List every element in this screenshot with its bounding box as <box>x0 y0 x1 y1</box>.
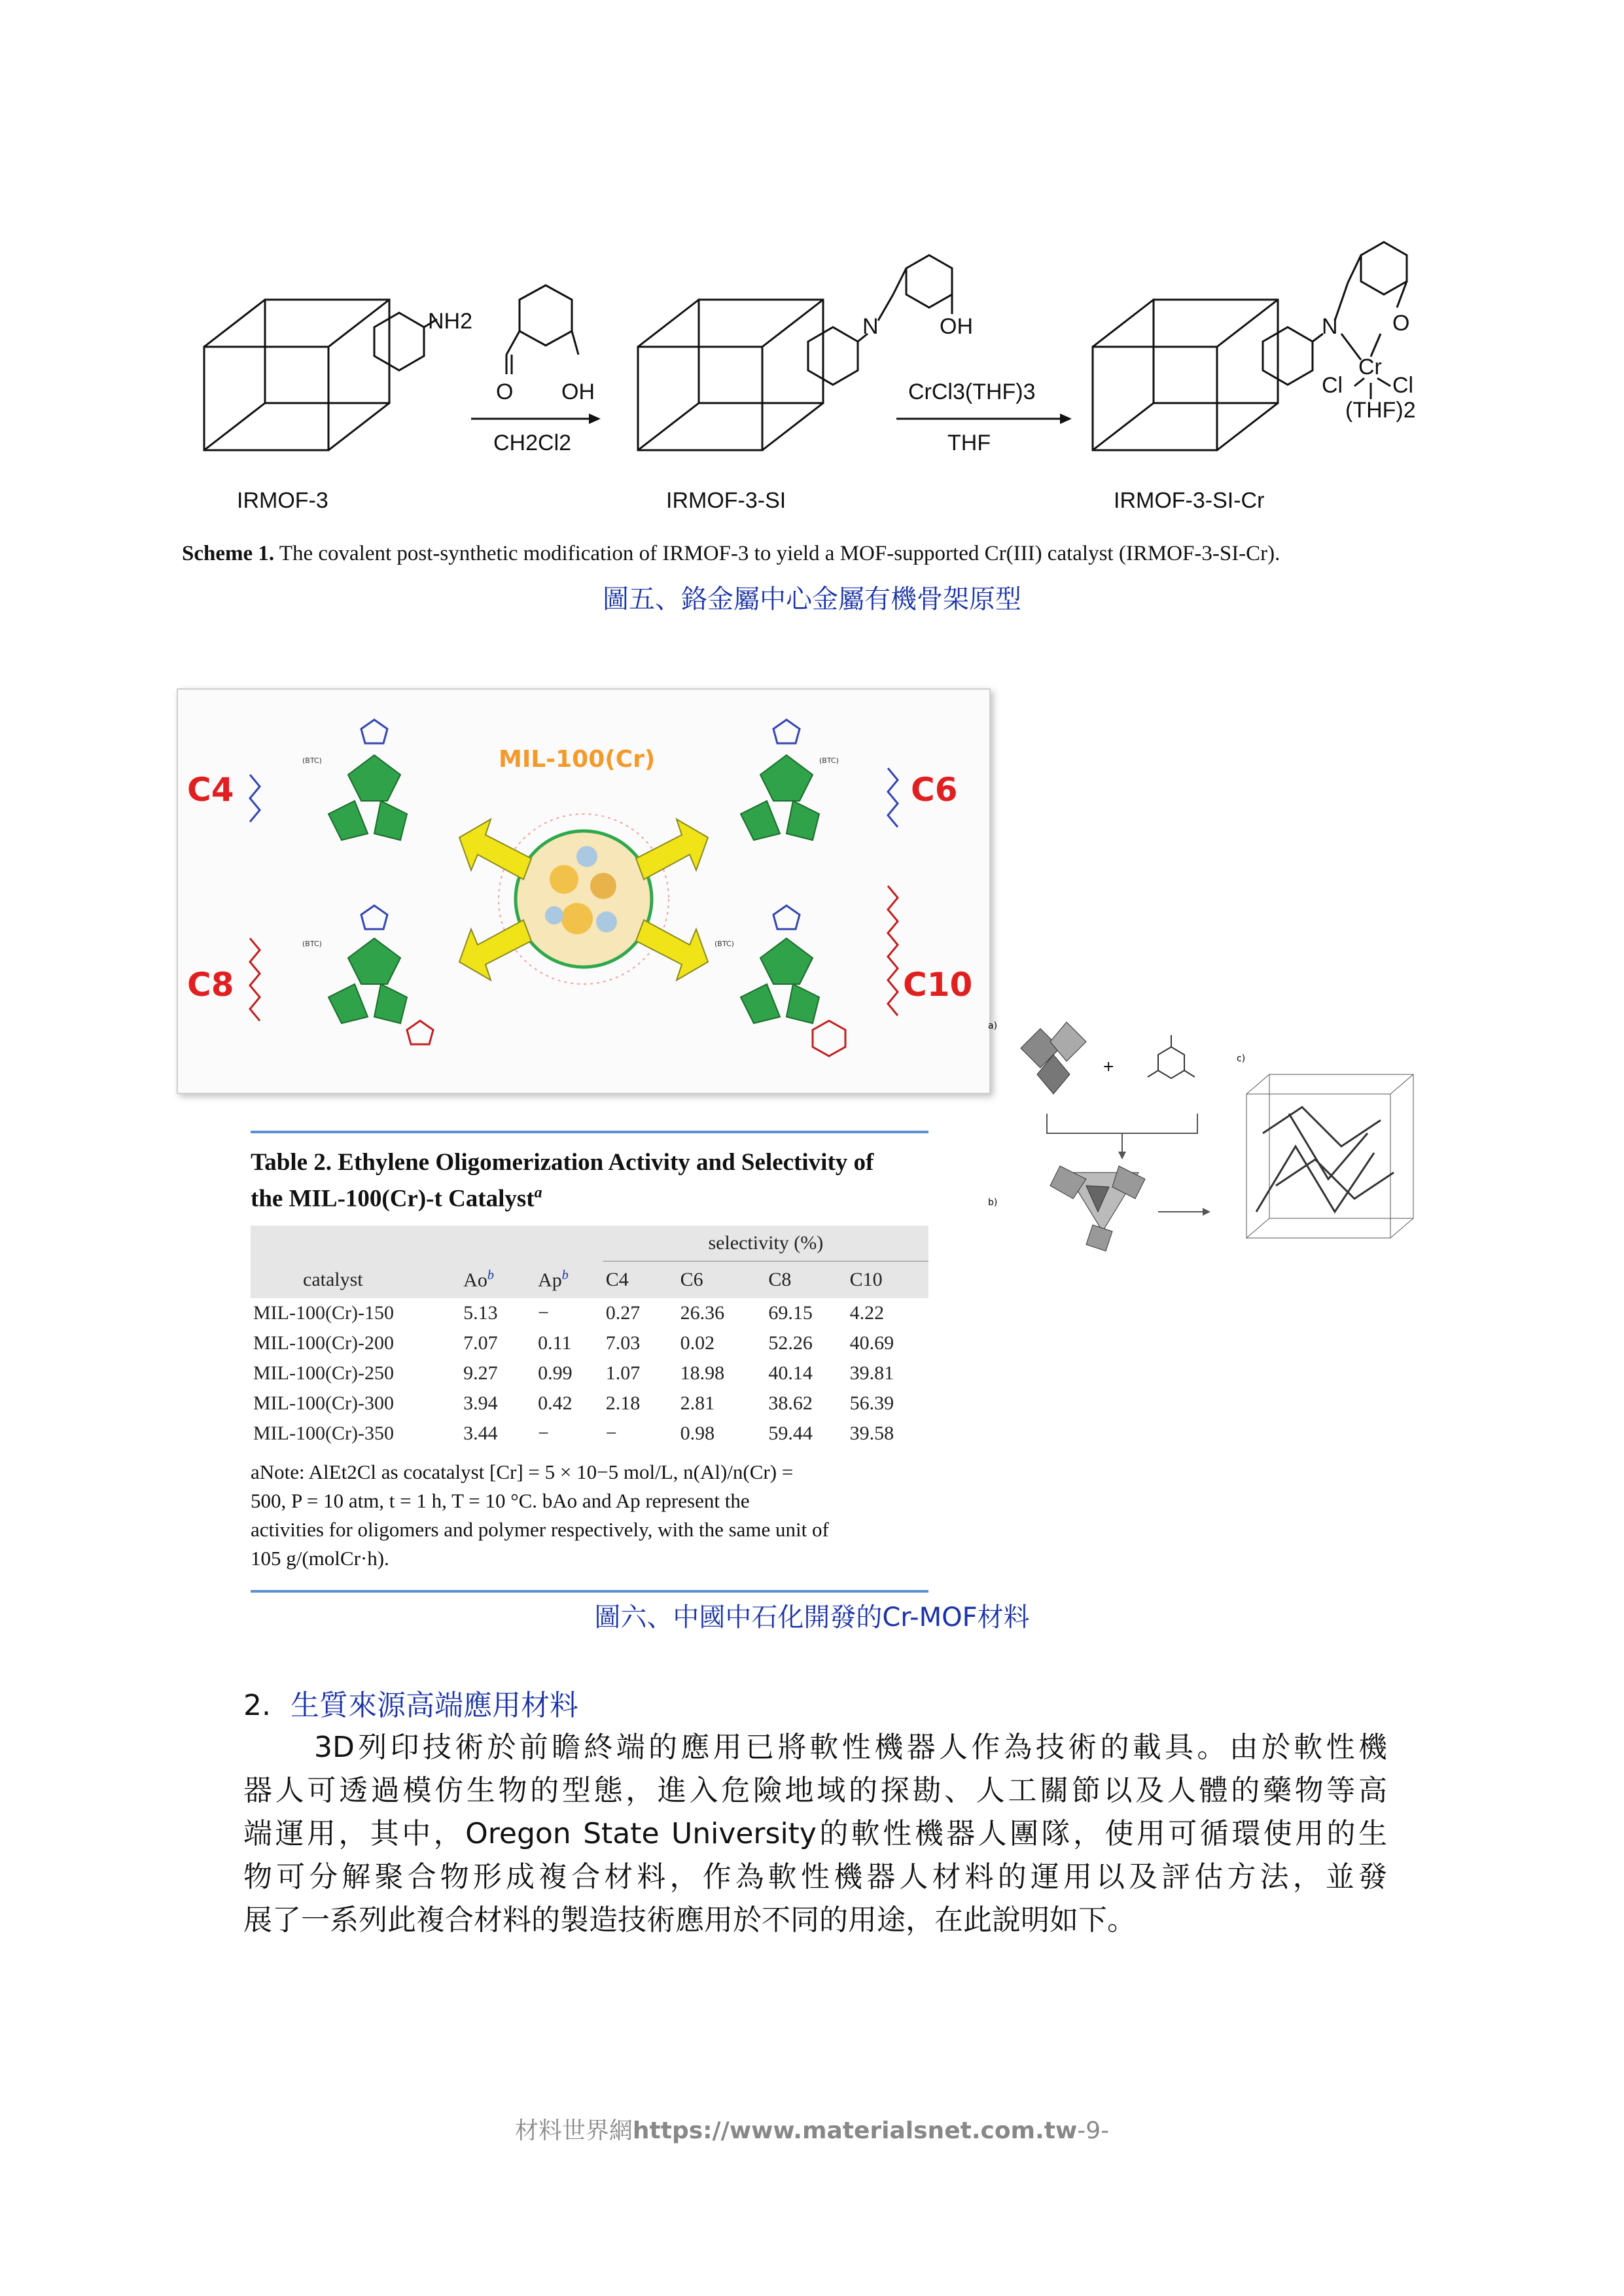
table-cell: 26.36 <box>680 1301 725 1324</box>
n-label-2: N <box>1322 314 1338 339</box>
c8-label: C8 <box>187 966 234 1004</box>
btc-label: (BTC) <box>715 940 734 948</box>
mil100-figure <box>177 688 991 1094</box>
c4-label: C4 <box>187 771 234 809</box>
trimer-cluster <box>1021 1022 1086 1094</box>
col-header: Ao$^b$ <box>463 1267 494 1291</box>
panel-label-b: b) <box>988 1197 998 1208</box>
table-cell: MIL-100(Cr)-250 <box>253 1362 394 1384</box>
section-number: 2. <box>243 1689 271 1722</box>
table-cell: 7.03 <box>605 1332 641 1354</box>
panel-label-c: c) <box>1237 1053 1246 1064</box>
table-header-row-1 <box>251 1226 928 1262</box>
footer-site: 材料世界網 <box>514 2117 633 2144</box>
table-cell: MIL-100(Cr)-200 <box>253 1332 394 1354</box>
btc-label: (BTC) <box>302 940 322 948</box>
table-bottom-rule <box>251 1590 928 1593</box>
figure5-caption: 圖五、鉻金屬中心金屬有機骨架原型 <box>603 584 1021 614</box>
mof-assembly-figure <box>988 1016 1459 1303</box>
paragraph-line: 展了一系列此複合材料的製造技術應用於不同的用途，在此說明如下。 <box>243 1903 1136 1937</box>
table-cell: 39.81 <box>849 1362 894 1384</box>
section-heading <box>243 1682 578 1723</box>
col-header: Ap$^b$ <box>538 1267 569 1291</box>
table-cell: MIL-100(Cr)-350 <box>253 1422 394 1444</box>
irmof3-cube <box>204 300 389 450</box>
table-cell: 52.26 <box>768 1332 813 1354</box>
compound-label: IRMOF-3-SI <box>666 488 786 513</box>
table-cell: 56.39 <box>849 1392 894 1414</box>
btc-label: (BTC) <box>819 756 839 765</box>
table-cell: MIL-100(Cr)-300 <box>253 1392 394 1414</box>
table-row <box>251 1419 928 1449</box>
cr-label: Cr <box>1358 355 1382 380</box>
irmof3sicr-cube <box>1093 300 1278 450</box>
title-footnote-mark: a <box>534 1184 542 1201</box>
o-label: O <box>496 380 514 404</box>
table-cell: 0.11 <box>538 1332 572 1354</box>
note-line: aNote: AlEt2Cl as cocatalyst [Cr] = 5 × 10−5 mol/L, n(Al)/n(Cr) = <box>251 1460 794 1483</box>
col-header: catalyst <box>303 1268 363 1290</box>
table-cell: 39.58 <box>849 1422 894 1444</box>
col-header: C6 <box>680 1269 703 1291</box>
table-cell: 2.81 <box>680 1392 715 1414</box>
nh2-label: NH2 <box>428 309 473 334</box>
n-label: N <box>862 314 879 339</box>
scheme-caption-text: The covalent post-synthetic modification of IRMOF-3 to yield a MOF-supported Cr(III) catalyst (IRMOF-3-SI-Cr). <box>279 542 1280 565</box>
figure6-caption: 圖六、中國中石化開發的Cr-MOF材料 <box>594 1602 1030 1633</box>
paragraph-line: 端運用，其中，Oregon State University的軟性機器人團隊，使用可循環使用的生 <box>243 1817 1387 1850</box>
table-header-row-2 <box>251 1262 928 1298</box>
oh-label-2: OH <box>940 314 973 339</box>
selectivity-header: selectivity (%) <box>603 1226 928 1262</box>
thf2-label: (THF)2 <box>1345 398 1416 423</box>
table-cell: 0.27 <box>605 1301 641 1324</box>
reaction-scheme <box>164 203 1472 530</box>
panel-label-a: a) <box>988 1021 998 1031</box>
table-cell: 18.98 <box>680 1362 725 1384</box>
paragraph-line: 器人可透過模仿生物的型態，進入危險地域的探勘、人工關節以及人體的藥物等高 <box>243 1774 1387 1807</box>
table-cell: − <box>538 1422 550 1444</box>
table-cell: 40.69 <box>849 1332 894 1354</box>
table-top-rule <box>251 1131 928 1133</box>
selectivity-table <box>251 1226 928 1449</box>
reagent2-label: CrCl3(THF)3 <box>908 380 1036 404</box>
table-cell: 0.42 <box>538 1392 573 1414</box>
table-cell: − <box>538 1301 550 1324</box>
table-title <box>251 1148 928 1214</box>
page-footer <box>0 2112 1624 2146</box>
table-cell: 1.07 <box>605 1362 641 1384</box>
table-cell: 4.22 <box>849 1301 885 1324</box>
table-cell: 5.13 <box>463 1301 498 1324</box>
mil-title: MIL-100(Cr) <box>499 746 656 773</box>
supertetrahedron <box>1050 1166 1145 1251</box>
table-cell: 2.18 <box>605 1392 641 1414</box>
compound-label: IRMOF-3 <box>237 488 328 513</box>
section-title: 生質來源高端應用材料 <box>290 1689 578 1722</box>
note-line: activities for oligomers and polymer respectively, with the same unit of <box>251 1517 829 1541</box>
irmof3si-cube <box>638 300 823 450</box>
table-cell: 3.94 <box>463 1392 498 1414</box>
mof-cube-network <box>1246 1074 1413 1238</box>
paragraph-line: 3D列印技術於前瞻終端的應用已將軟性機器人作為技術的載具。由於軟性機 <box>314 1731 1387 1764</box>
paragraph-line: 物可分解聚合物形成複合材料，作為軟性機器人材料的運用以及評估方法，並發 <box>243 1860 1387 1894</box>
scheme-caption-label: Scheme 1. <box>182 542 275 565</box>
note-line: 105 g/(molCr·h). <box>251 1546 389 1570</box>
btc-label: (BTC) <box>302 756 322 765</box>
table-cell: 9.27 <box>463 1362 498 1384</box>
c10-label: C10 <box>903 966 973 1004</box>
table-cell: 59.44 <box>768 1422 813 1444</box>
table-cell: 38.62 <box>768 1392 813 1414</box>
col-header: C8 <box>768 1269 792 1291</box>
body-paragraph <box>243 1726 1387 1942</box>
table-title-line2: the MIL-100(Cr)-t Catalyst <box>251 1185 535 1212</box>
table-cell: 69.15 <box>768 1301 813 1324</box>
table-cell: − <box>605 1422 617 1444</box>
table-cell: 3.44 <box>463 1422 498 1444</box>
c6-label: C6 <box>911 771 958 809</box>
footer-url[interactable]: https://www.materialsnet.com.tw <box>632 2117 1078 2144</box>
table-cell: 7.07 <box>463 1332 498 1354</box>
cl-label: Cl <box>1322 373 1343 398</box>
cl-label-2: Cl <box>1392 373 1414 398</box>
salicylaldehyde <box>506 285 578 374</box>
table-cell: 0.98 <box>680 1422 715 1444</box>
table-cell: 0.02 <box>680 1332 715 1354</box>
table-row <box>251 1298 928 1328</box>
btc-molecule <box>1148 1035 1195 1078</box>
col-header: C4 <box>605 1269 629 1291</box>
solvent2-label: THF <box>947 431 991 455</box>
table-cell: 40.14 <box>768 1362 813 1384</box>
table-row <box>251 1328 928 1358</box>
plus-sign: + <box>1103 1059 1115 1075</box>
table-block <box>251 1131 928 1593</box>
compound-label: IRMOF-3-SI-Cr <box>1114 488 1265 513</box>
col-header: C10 <box>849 1269 883 1291</box>
scheme-caption <box>182 542 1451 566</box>
note-line: 500, P = 10 atm, t = 1 h, T = 10 °C. bAo and Ap represent the <box>251 1489 750 1512</box>
table-row <box>251 1388 928 1419</box>
table-row <box>251 1358 928 1388</box>
o-label-2: O <box>1392 311 1410 336</box>
table-cell: 0.99 <box>538 1362 573 1384</box>
oh-label: OH <box>561 380 595 404</box>
footer-page-number: -9- <box>1077 2117 1110 2144</box>
solvent1-label: CH2Cl2 <box>493 431 572 455</box>
table-title-line1: Table 2. Ethylene Oligomerization Activity and Selectivity of <box>251 1149 874 1176</box>
table-cell: MIL-100(Cr)-150 <box>253 1301 394 1324</box>
benzene-ring <box>374 313 424 370</box>
table-note <box>251 1458 928 1573</box>
